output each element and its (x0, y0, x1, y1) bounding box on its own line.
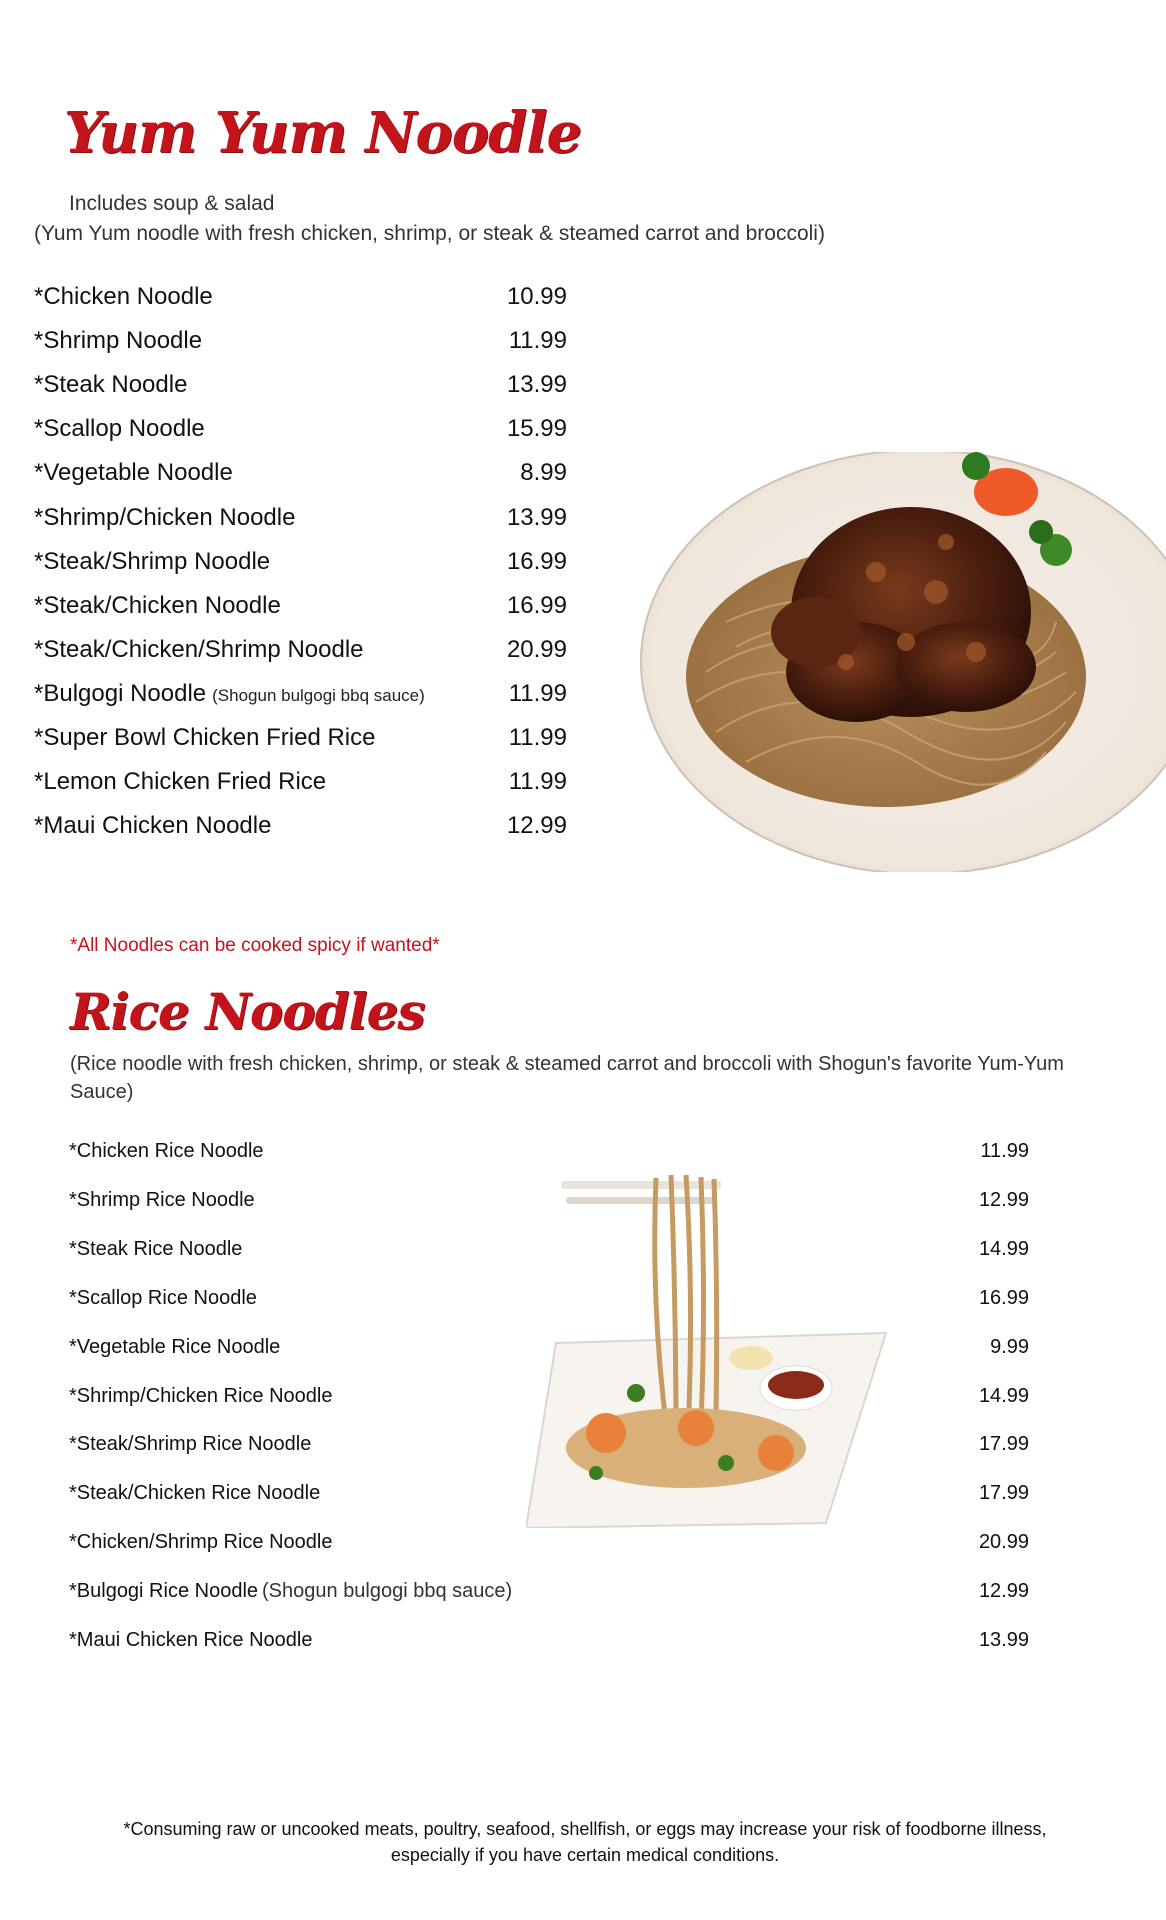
menu-item-title: *Chicken Rice Noodle (69, 1140, 264, 1162)
menu-item-title: *Steak/Chicken Rice Noodle (69, 1482, 321, 1505)
menu-item-price: 11.99 (508, 327, 567, 355)
menu-item-title: *Super Bowl Chicken Fried Rice (34, 724, 376, 751)
menu-item-title: *Chicken Noodle (34, 283, 213, 310)
menu-item-name (69, 1577, 512, 1605)
menu-item (34, 591, 567, 621)
menu-item-name (34, 458, 233, 488)
menu-item-name (34, 723, 375, 753)
menu-item (69, 1333, 1029, 1361)
menu-item-price: 17.99 (978, 1482, 1029, 1505)
menu-item-name (34, 635, 364, 665)
menu-item-name (34, 503, 295, 533)
menu-item-title: *Shrimp Noodle (34, 327, 203, 355)
spicy-note: *All Noodles can be cooked spicy if wanted* (70, 935, 440, 956)
menu-item-name (69, 1626, 312, 1654)
health-disclaimer (70, 1816, 1100, 1868)
menu-item (69, 1235, 1029, 1263)
menu-item-price: 16.99 (978, 1286, 1029, 1309)
menu-item-price: 16.99 (506, 591, 567, 619)
menu-item (69, 1479, 1029, 1507)
menu-item-name (34, 370, 187, 400)
menu-item (69, 1528, 1029, 1556)
menu-item-price: 11.99 (508, 768, 567, 796)
disclaimer-line-1: *Consuming raw or uncooked meats, poultry, seafood, shellfish, or eggs may increase your risk of foodborne illness, (123, 1819, 1047, 1839)
menu-item-title: *Vegetable Rice Noodle (69, 1335, 281, 1358)
menu-item-price: 12.99 (506, 812, 567, 840)
section-title-rice-noodles: Rice Noodles (70, 982, 425, 1041)
menu-item-price: 16.99 (506, 547, 567, 575)
menu-item (69, 1430, 1029, 1458)
menu-item (69, 1186, 1029, 1214)
menu-item-price: 11.99 (980, 1140, 1029, 1162)
menu-item-name (69, 1186, 255, 1214)
menu-item-title: *Steak Rice Noodle (69, 1237, 243, 1260)
menu-item (34, 282, 567, 312)
menu-item-price: 12.99 (978, 1580, 1029, 1603)
menu-item-note: (Shogun bulgogi bbq sauce) (212, 685, 425, 705)
menu-item (69, 1382, 1029, 1410)
menu-item (34, 414, 567, 444)
menu-item-name (69, 1137, 264, 1165)
menu-item (34, 547, 567, 577)
menu-item (69, 1137, 1029, 1165)
menu-item-price: 13.99 (506, 503, 567, 531)
menu-item-price: 14.99 (978, 1237, 1029, 1260)
menu-item-name (34, 679, 425, 711)
menu-item-title: *Steak/Shrimp Noodle (34, 547, 271, 575)
menu-item-title: *Bulgogi Noodle (34, 679, 207, 707)
menu-item-name (34, 767, 326, 797)
menu-item-title: *Steak/Chicken/Shrimp Noodle (34, 635, 364, 663)
menu-item-price: 14.99 (978, 1384, 1029, 1407)
menu-item-title: *Scallop Rice Noodle (69, 1286, 257, 1309)
menu-item-name (69, 1479, 320, 1507)
menu-item (69, 1577, 1029, 1605)
menu-item-name (69, 1235, 242, 1263)
menu-item (34, 767, 567, 797)
menu-item-name (69, 1430, 311, 1458)
section-description-rice: (Rice noodle with fresh chicken, shrimp, or steak & steamed carrot and broccoli with Shogun's favorite Yum-Yum Sauce) (70, 1053, 1064, 1103)
menu-item-name (34, 591, 281, 621)
menu-item-price: 9.99 (990, 1335, 1029, 1358)
menu-item (69, 1626, 1029, 1654)
menu-item-name (69, 1528, 332, 1556)
menu-item-name (69, 1333, 280, 1361)
menu-item-title: *Shrimp/Chicken Rice Noodle (69, 1384, 333, 1407)
menu-item-name (34, 547, 270, 577)
menu-item-price: 8.99 (520, 459, 567, 487)
menu-item-price: 11.99 (508, 724, 567, 751)
menu-item-note: (Shogun bulgogi bbq sauce) (262, 1580, 513, 1603)
menu-item-title: *Steak/Shrimp Rice Noodle (69, 1433, 312, 1456)
menu-item (34, 679, 567, 709)
menu-item-title: *Bulgogi Rice Noodle (69, 1580, 259, 1603)
menu-item-title: *Maui Chicken Rice Noodle (69, 1629, 313, 1651)
menu-item-price: 20.99 (978, 1531, 1029, 1554)
menu-item (34, 503, 567, 533)
menu-item-name (69, 1284, 257, 1312)
menu-item-price: 13.99 (506, 371, 567, 399)
menu-item-name (69, 1382, 332, 1410)
menu-item (34, 723, 567, 753)
menu-item-title: *Shrimp/Chicken Noodle (34, 503, 296, 531)
menu-item-price: 15.99 (506, 415, 567, 443)
menu-item-title: *Maui Chicken Noodle (34, 812, 272, 840)
menu-item-name (34, 811, 271, 841)
section-subtitle: Includes soup & salad (69, 192, 275, 215)
menu-item-price: 10.99 (506, 283, 567, 310)
menu-item (34, 811, 567, 841)
section-title-yum-yum-noodle: Yum Yum Noodle (64, 100, 582, 166)
menu-item-name (34, 414, 205, 444)
menu-item-title: *Vegetable Noodle (34, 459, 233, 487)
menu-item (34, 458, 567, 488)
menu-item (34, 635, 567, 665)
yum-yum-noodle-photo (636, 452, 1166, 872)
menu-item-price: 17.99 (978, 1433, 1029, 1456)
menu-item-title: *Shrimp Rice Noodle (69, 1188, 255, 1211)
menu-item (34, 370, 567, 400)
menu-item (69, 1284, 1029, 1312)
menu-item-name (34, 326, 202, 356)
menu-item-price: 11.99 (508, 679, 567, 707)
disclaimer-line-2: especially if you have certain medical conditions. (390, 1845, 780, 1865)
menu-item (34, 326, 567, 356)
menu-item-title: *Steak Noodle (34, 371, 188, 399)
menu-item-price: 13.99 (978, 1629, 1029, 1651)
menu-item-price: 20.99 (506, 635, 567, 663)
menu-item-name (34, 282, 213, 312)
menu-item-title: *Lemon Chicken Fried Rice (34, 768, 327, 796)
menu-item-title: *Scallop Noodle (34, 415, 205, 443)
section-description: (Yum Yum noodle with fresh chicken, shrimp, or steak & steamed carrot and broccoli) (34, 222, 825, 245)
menu-item-price: 12.99 (978, 1188, 1029, 1211)
menu-item-title: *Chicken/Shrimp Rice Noodle (69, 1531, 333, 1554)
menu-item-title: *Steak/Chicken Noodle (34, 591, 281, 619)
